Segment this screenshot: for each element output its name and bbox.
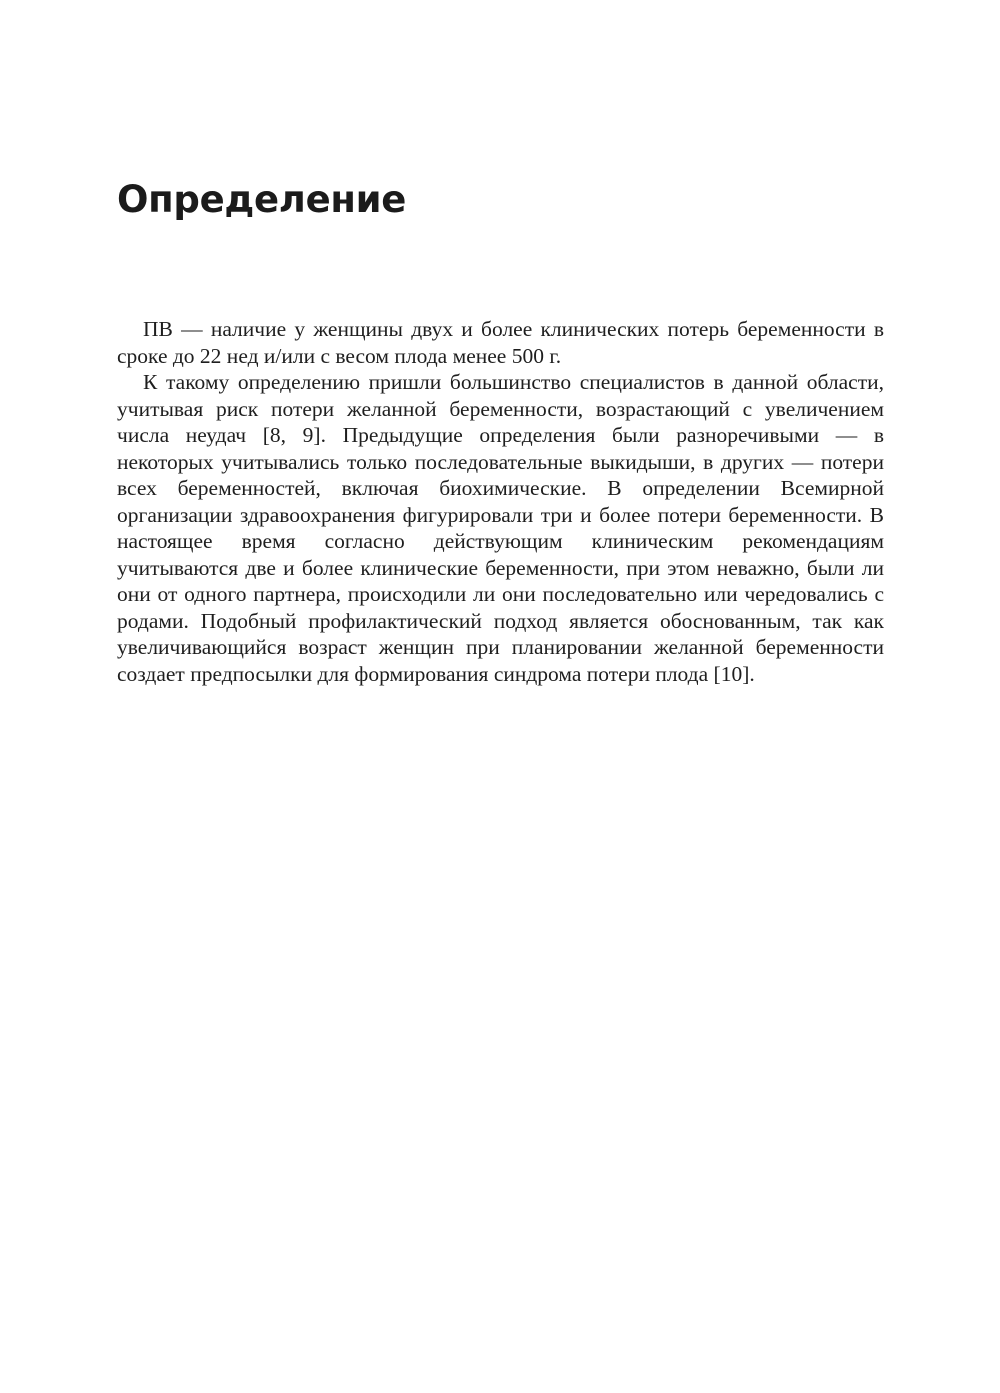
paragraph-definition: ПВ — наличие у женщины двух и более клинических потерь беременности в сроке до 22 нед и/или с весом плода менее 500 г. [117, 317, 884, 368]
paragraph-explanation: К такому определению пришли большинство специалистов в данной области, учитывая риск потери желанной беременности, возрастающий с увеличением числа неудач [8, 9]. Предыдущие определения были разноречивыми — в некоторых учитывались только последовательные выкидыши, в других — потери всех беременностей, включая биохимические. В определении Всемирной организации здравоохранения фигурировали три и более потери беременности. В настоящее время согласно действующим клиническим рекомендациям учитываются две и более клинические беременности, при этом неважно, были ли они от одного партнера, происходили ли они последовательно или чередовались с родами. Подобный профилактический подход является обоснованным, так как увеличивающийся возраст женщин при планировании желанной беременности создает предпосылки для формирования синдрома потери плода [10]. [117, 370, 884, 686]
section-body [117, 316, 884, 687]
section-heading: Определение [117, 178, 407, 221]
